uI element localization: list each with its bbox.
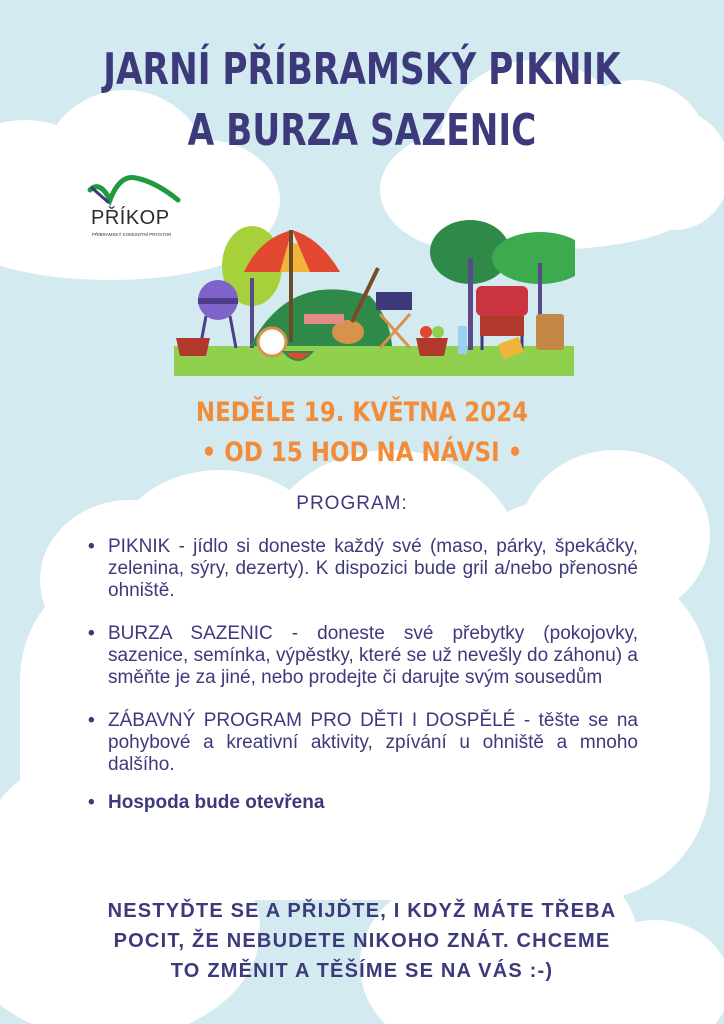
title-line-2: A BURZA SAZENIC bbox=[187, 105, 537, 156]
program-item-hospoda: • Hospoda bude otevřena bbox=[88, 792, 638, 814]
program-item-burza: • BURZA SAZENIC - doneste své přebytky (pokojovky, sazenice, semínka, výpěstky, které se už nevešly do záhonu) a směňte je za jiné, nebo prodejte či darujte svým sousedům bbox=[88, 623, 638, 689]
logo-mountain-icon bbox=[86, 170, 188, 210]
logo-subtitle: PŘÍBRAMSKÝ KOMUNITNÍ PROSTOR bbox=[92, 232, 172, 237]
title-line-1: JARNÍ PŘÍBRAMSKÝ PIKNIK bbox=[103, 44, 621, 95]
cart-grill-icon bbox=[476, 286, 528, 350]
bag-icon bbox=[536, 314, 564, 350]
event-time-place: • OD 15 HOD NA NÁVSI • bbox=[201, 437, 523, 468]
basket-right-icon bbox=[416, 338, 448, 356]
program-list bbox=[88, 536, 638, 814]
program-item-zabavny: • ZÁBAVNÝ PROGRAM PRO DĚTI I DOSPĚLÉ - těšte se na pohybové a kreativní aktivity, zpívání u ohniště a mnoho dalšího. bbox=[88, 710, 638, 776]
plate-icon bbox=[258, 328, 286, 356]
logo-word: PŘÍKOP bbox=[91, 207, 170, 229]
event-date: NEDĚLE 19. KVĚTNA 2024 bbox=[195, 397, 529, 428]
closing-line-3: TO ZMĚNIT A TĚŠÍME SE NA VÁS :-) bbox=[170, 960, 554, 982]
grill-icon bbox=[198, 280, 238, 348]
closing-line-1: NESTYĎTE SE A PŘIJĎTE, I KDYŽ MÁTE TŘEBA bbox=[107, 900, 617, 922]
basket-left-icon bbox=[176, 338, 210, 356]
bottle-icon bbox=[458, 326, 467, 354]
program-label: PROGRAM: bbox=[296, 493, 408, 514]
closing-line-2: POCIT, ŽE NEBUDETE NIKOHO ZNÁT. CHCEME bbox=[113, 930, 611, 952]
picnic-illustration bbox=[170, 218, 575, 378]
program-item-piknik: • PIKNIK - jídlo si doneste každý své (maso, párky, špekáčky, zelenina, sýry, dezerty). K dispozici bude gril a/nebo přenosné ohniště. bbox=[88, 536, 638, 602]
closing-message bbox=[70, 896, 654, 986]
